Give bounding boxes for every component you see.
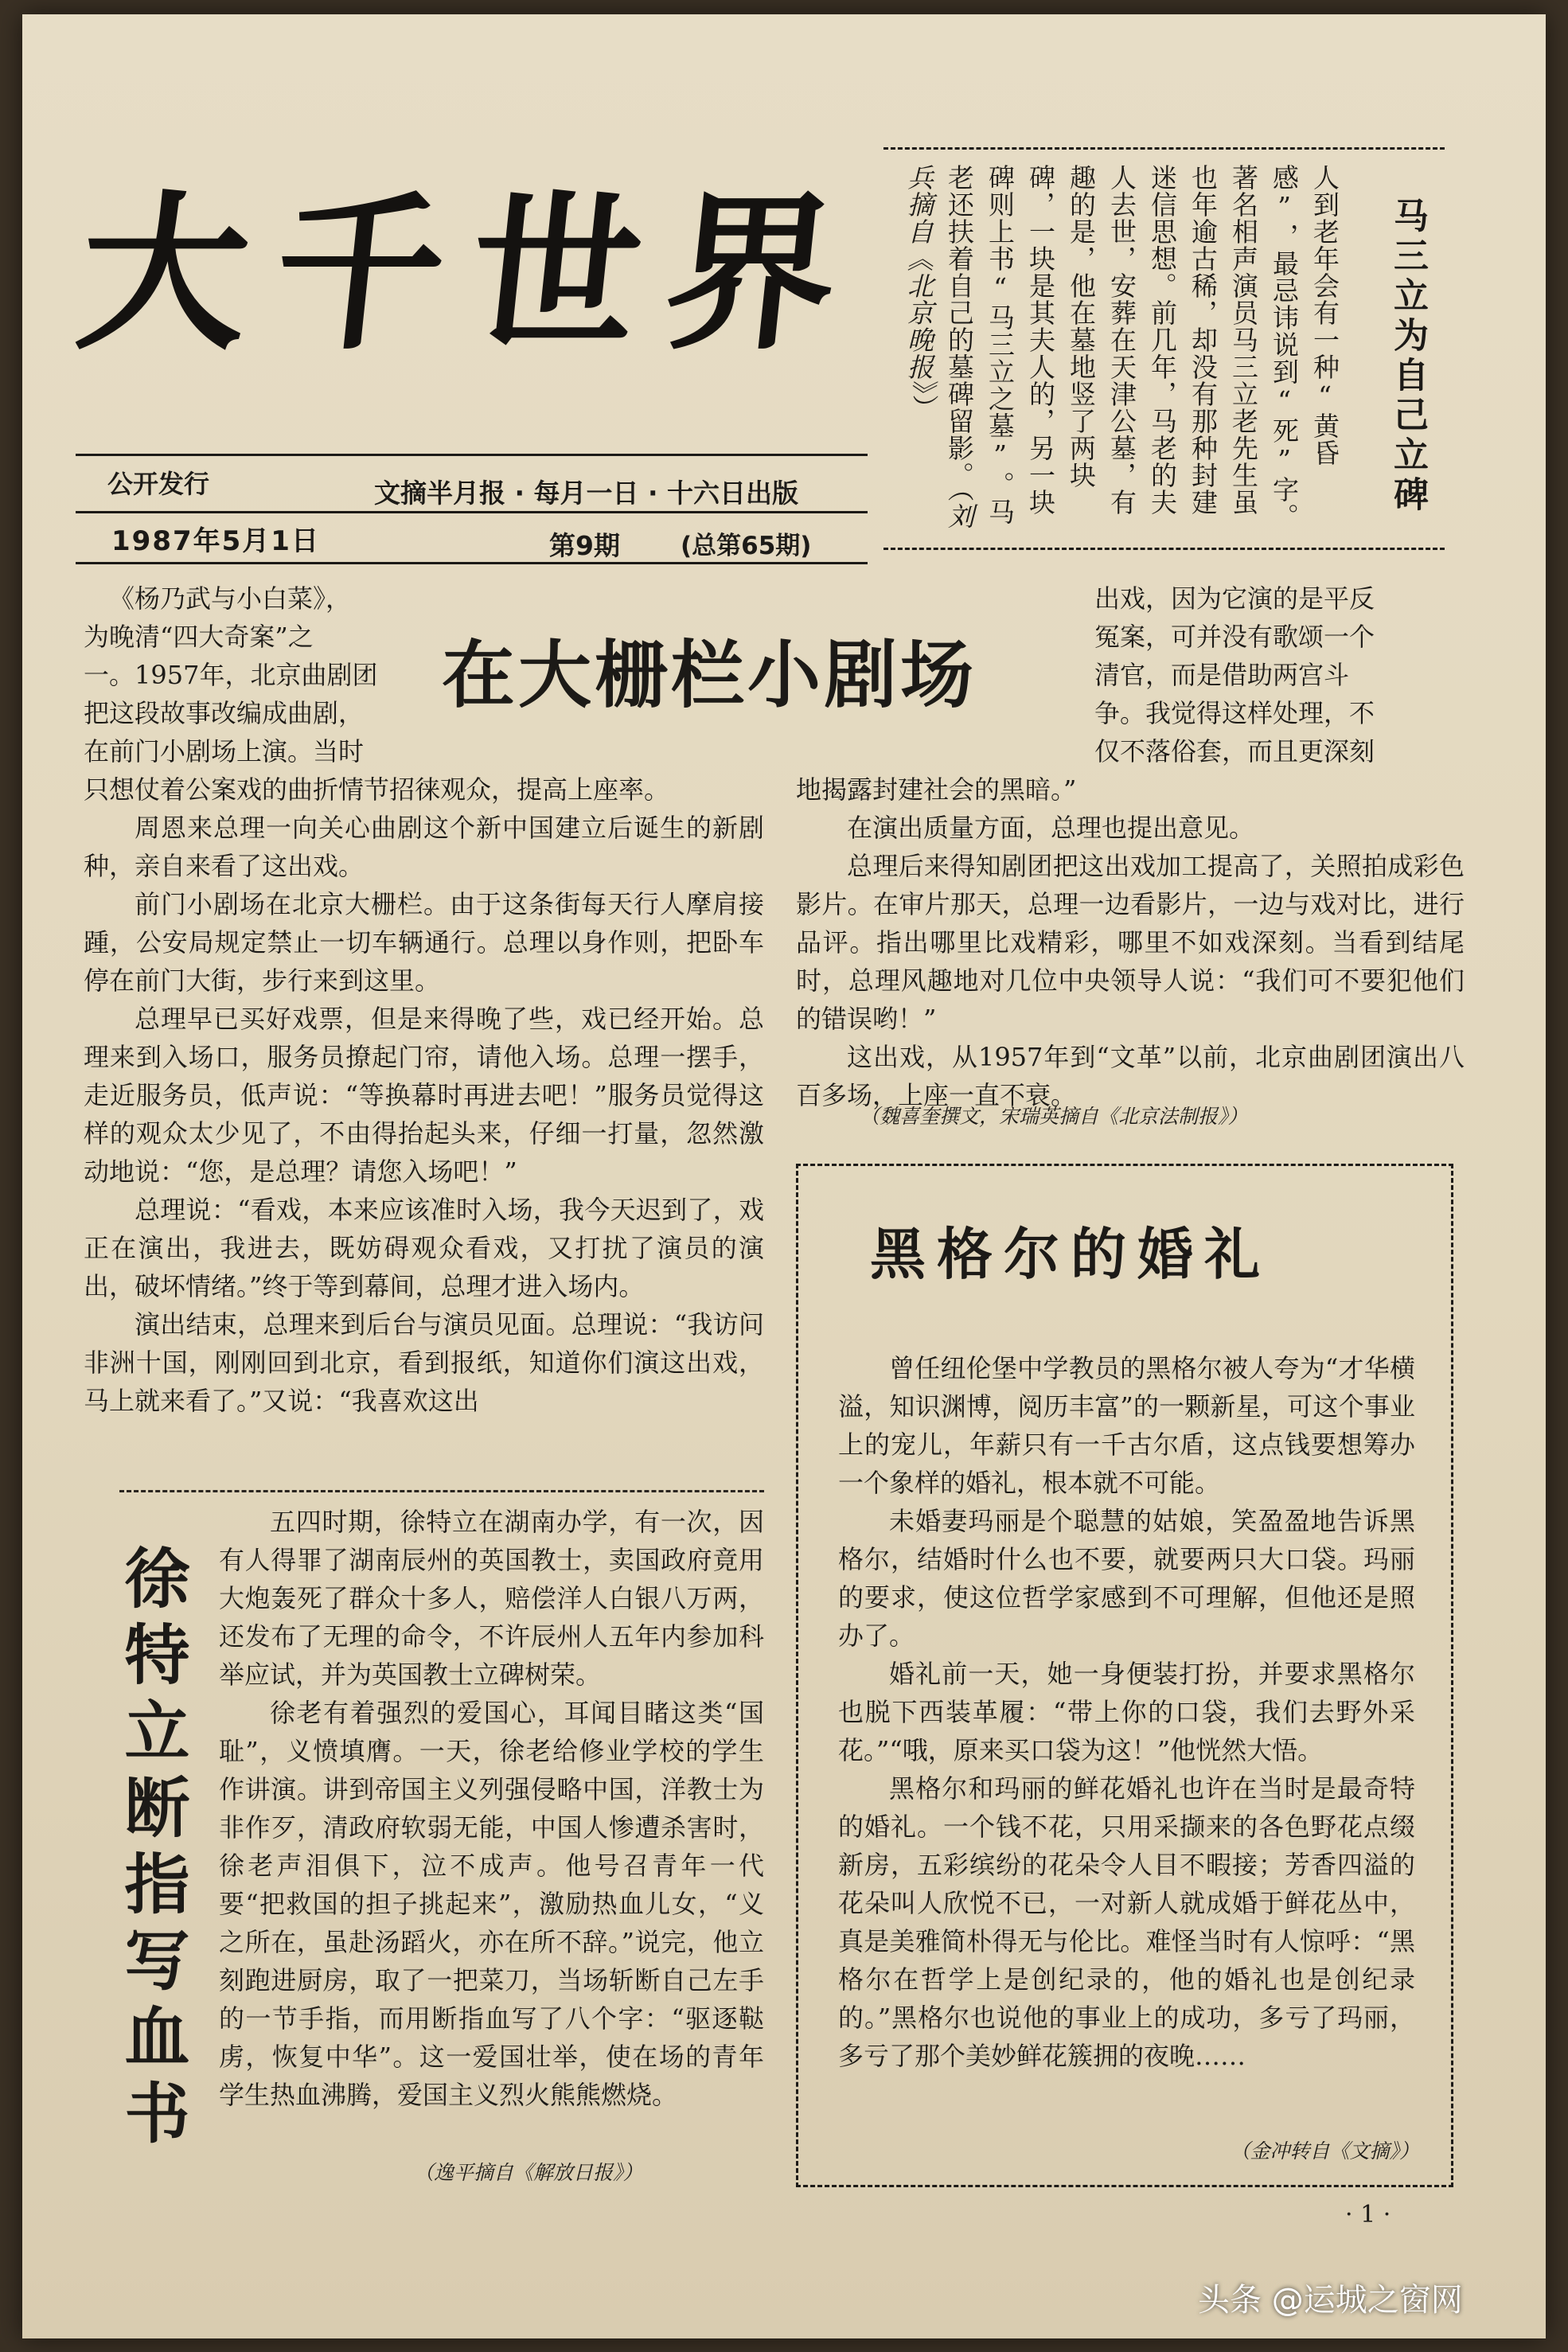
article-ma-title: 马三立为自己立碑 <box>1387 197 1428 516</box>
hegel-paragraph: 曾任纽伦堡中学教员的黑格尔被人夸为“才华横溢，知识渊博，阅历丰富”的一颗新星，可这个事业上的宠儿，年薪只有一千古尔盾，这点钱要想筹办一个象样的婚礼，根本就不可能。 <box>838 1353 1415 1498</box>
hegel-paragraph: 婚礼前一天，她一身便装打扮，并要求黑格尔也脱下西装革履：“带上你的口袋，我们去野外采花。”“哦，原来买口袋为这！”他恍然大悟。 <box>838 1659 1415 1765</box>
intro-right-line: 出戏，因为它演的是平反 <box>1094 583 1375 614</box>
article-theater-intro-right <box>1094 579 1465 770</box>
public-issue-label: 公开发行 <box>107 469 210 499</box>
watermark-text: 头条 @运城之窗网 <box>1198 2282 1463 2319</box>
intro-left-line: 一。1957年，北京曲剧团 <box>84 660 378 690</box>
masthead-title: 大千世界 <box>69 176 874 372</box>
hegel-paragraph: 未婚妻玛丽是个聪慧的姑娘，笑盈盈地告诉黑格尔，结婚时什么也不要，就要两只大口袋。玛丽的要求，使这位哲学家感到不可理解，但他还是照办了。 <box>838 1506 1415 1651</box>
article-ma-text: 人到老年会有一种“黄昏感”，最忌讳说到“死”字。著名相声演员马三立老先生虽也年逾古稀，却没有那种封建迷信思想。前几年，马老的夫人去世，安葬在天津公墓，有趣的是，他在墓地竖了两块碑，一块是其夫人的，另一块碑则上书“马三立之墓”。马老还扶着自己的墓碑留影。 <box>944 164 1340 530</box>
theater-paragraph: 周恩来总理一向关心曲剧这个新中国建立后诞生的新剧种，亲自来看了这出戏。 <box>84 813 764 881</box>
theater-paragraph: 前门小剧场在北京大栅栏。由于这条街每天行人摩肩接踵，公安局规定禁止一切车辆通行。总理以身作则，把卧车停在前门大街，步行来到这里。 <box>84 889 764 996</box>
article-theater-title: 在大栅栏小剧场 <box>442 633 977 718</box>
theater-paragraph: 总理后来得知剧团把这出戏加工提高了，关照拍成彩色影片。在审片那天，总理一边看影片，一边与戏对比，进行品评。指出哪里比戏精彩，哪里不如戏深刻。当看到结尾时，总理风趣地对几位中央领导人说：“我们可不要犯他们的错误哟！” <box>796 851 1465 1034</box>
intro-right-line: 仅不落俗套，而且更深刻 <box>1094 736 1375 766</box>
masthead-rule-top <box>76 454 868 456</box>
theater-paragraph: 演出结束，总理来到后台与演员见面。总理说：“我访问非洲十国，刚刚回到北京，看到报纸，知道你们演这出戏，马上就来看了。”又说：“我喜欢这出 <box>84 1309 764 1416</box>
total-issue-number: (总第65期) <box>681 532 812 560</box>
issue-number: 第9期 <box>549 530 620 561</box>
theater-paragraph: 这出戏，从1957年到“文革”以前，北京曲剧团演出八百多场，上座一直不衰。 <box>796 1042 1465 1110</box>
theater-paragraph: 地揭露封建社会的黑暗。” <box>796 774 1077 805</box>
theater-paragraph: 只想仗着公案戏的曲折情节招徕观众，提高上座率。 <box>84 774 670 805</box>
article-xu-body <box>219 1503 764 2114</box>
intro-left-line: 把这段故事改编成曲剧， <box>84 698 365 728</box>
article-theater-intro-left <box>84 579 426 770</box>
theater-paragraph: 在演出质量方面，总理也提出意见。 <box>847 813 1255 843</box>
article-hegel-box <box>796 1164 1453 2187</box>
masthead-rule-bottom <box>76 562 868 564</box>
intro-left-line: 为晚清“四大奇案”之 <box>84 622 314 652</box>
article-theater-left-column <box>84 770 764 1420</box>
xu-paragraph: 五四时期，徐特立在湖南办学，有一次，因有人得罪了湖南辰州的英国教士，卖国政府竟用大炮轰死了群众十多人，赔偿洋人白银八万两，还发布了无理的命令，不许辰州人五年内参加科举应试，并为英国教士立碑树荣。 <box>219 1507 764 1690</box>
frequency-label: 文摘半月报 · 每月一日 · 十六日出版 <box>374 478 799 509</box>
article-ma-credit: （刘兵摘自《北京晚报》） <box>903 164 975 530</box>
article-xu-credit: （逸平摘自《解放日报》） <box>414 2161 643 2184</box>
article-xu-title: 徐特立断指写血书 <box>114 1544 189 2155</box>
intro-right-line: 争。我觉得这样处理，不 <box>1094 698 1375 728</box>
intro-right-line: 冤案，可并没有歌颂一个 <box>1094 622 1375 652</box>
xu-paragraph: 徐老有着强烈的爱国心，耳闻目睹这类“国耻”，义愤填膺。一天，徐老给修业学校的学生作讲演。讲到帝国主义列强侵略中国，洋教士为非作歹，清政府软弱无能，中国人惨遭杀害时，徐老声泪俱下，泣不成声。他号召青年一代要“把救国的担子挑起来”，激励热血儿女，“义之所在，虽赴汤蹈火，亦在所不辞。”说完，他立刻跑进厨房，取了一把菜刀，当场斩断自己左手的一节手指，而用断指血写了八个字：“驱逐鞑虏，恢复中华”。这一爱国壮举，使在场的青年学生热血沸腾，爱国主义烈火熊熊燃烧。 <box>219 1698 764 2110</box>
intro-right-line: 清官，而是借助两宫斗 <box>1094 660 1350 690</box>
article-hegel-title: 黑格尔的婚礼 <box>870 1222 1271 1287</box>
article-ma-box <box>883 147 1445 550</box>
theater-paragraph: 总理说：“看戏，本来应该准时入场，我今天迟到了，戏正在演出，我进去，既妨碍观众看戏，又打扰了演员的演出，破坏情绪。”终于等到幕间，总理才进入场内。 <box>84 1195 764 1301</box>
hegel-paragraph: 黑格尔和玛丽的鲜花婚礼也许在当时是最奇特的婚礼。一个钱不花，只用采撷来的各色野花点缀新房，五彩缤纷的花朵令人目不暇接；芳香四溢的花朵叫人欣悦不已，一对新人就成婚于鲜花丛中，真是美雅简朴得无与伦比。难怪当时有人惊呼：“黑格尔在哲学上是创纪录的，他的婚礼也是创纪录的。”黑格尔也说他的事业上的成功，多亏了玛丽，多亏了那个美妙鲜花簇拥的夜晚…… <box>838 1773 1415 2071</box>
masthead-rule-middle <box>76 511 868 513</box>
article-theater-right-column <box>796 770 1465 1114</box>
intro-left-line: 在前门小剧场上演。当时 <box>84 736 365 766</box>
issue-date: 1987年5月1日 <box>111 525 320 557</box>
theater-paragraph: 总理早已买好戏票，但是来得晚了些，戏已经开始。总理来到入场口，服务员撩起门帘，请他入场。总理一摆手，走近服务员，低声说：“等换幕时再进去吧！”服务员觉得这样的观众太少见了，不由得抬起头来，仔细一打量，忽然激动地说：“您，是总理？请您入场吧！” <box>84 1004 764 1187</box>
intro-left-line: 《杨乃武与小白菜》， <box>109 583 352 614</box>
article-ma-body <box>903 164 1345 530</box>
page-number: · 1 · <box>1345 2201 1391 2229</box>
article-hegel-body <box>838 1349 1415 2075</box>
article-theater-credit: （魏喜奎撰文，宋瑞英摘自《北京法制报》） <box>860 1105 1248 1128</box>
article-hegel-credit: （金冲转自《文摘》） <box>1230 2139 1419 2163</box>
section-divider <box>119 1490 764 1494</box>
